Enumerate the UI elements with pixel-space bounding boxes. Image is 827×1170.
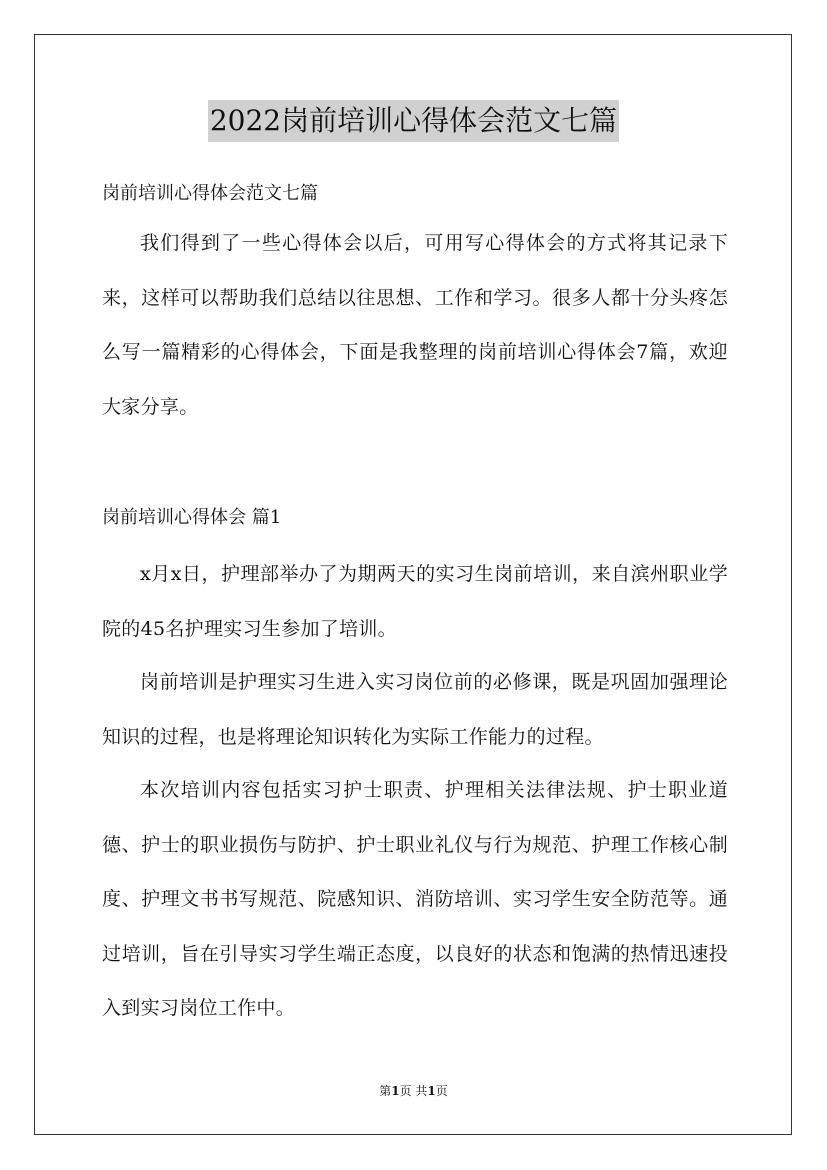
footer-mid: 页 共	[399, 1084, 428, 1098]
section-heading: 岗前培训心得体会 篇1	[102, 507, 282, 528]
body-paragraph-1: x月x日，护理部举办了为期两天的实习生岗前培训，来自滨州职业学院的45名护理实习生参加了培训。	[102, 563, 728, 640]
document-title: 2022岗前培训心得体会范文七篇	[208, 100, 619, 142]
body-paragraph-2: 岗前培训是护理实习生进入实习岗位前的必修课，既是巩固加强理论知识的过程，也是将理论知识转化为实际工作能力的过程。	[102, 671, 728, 748]
title-container	[0, 100, 827, 142]
page-footer	[0, 1082, 827, 1100]
document-subtitle: 岗前培训心得体会范文七篇	[102, 183, 318, 204]
footer-current-page: 1	[391, 1084, 400, 1098]
footer-prefix: 第	[379, 1084, 392, 1098]
footer-suffix: 页	[435, 1084, 448, 1098]
footer-total-pages: 1	[427, 1084, 436, 1098]
body-paragraph-3: 本次培训内容包括实习护士职责、护理相关法律法规、护士职业道德、护士的职业损伤与防护、护士职业礼仪与行为规范、护理工作核心制度、护理文书书写规范、院感知识、消防培训、实习学生安全防范等。通过培训，旨在引导实习学生端正态度，以良好的状态和饱满的热情迅速投入到实习岗位工作中。	[102, 779, 728, 1019]
intro-paragraph: 我们得到了一些心得体会以后，可用写心得体会的方式将其记录下来，这样可以帮助我们总结以往思想、工作和学习。很多人都十分头疼怎么写一篇精彩的心得体会，下面是我整理的岗前培训心得体会7篇，欢迎大家分享。	[102, 232, 728, 418]
